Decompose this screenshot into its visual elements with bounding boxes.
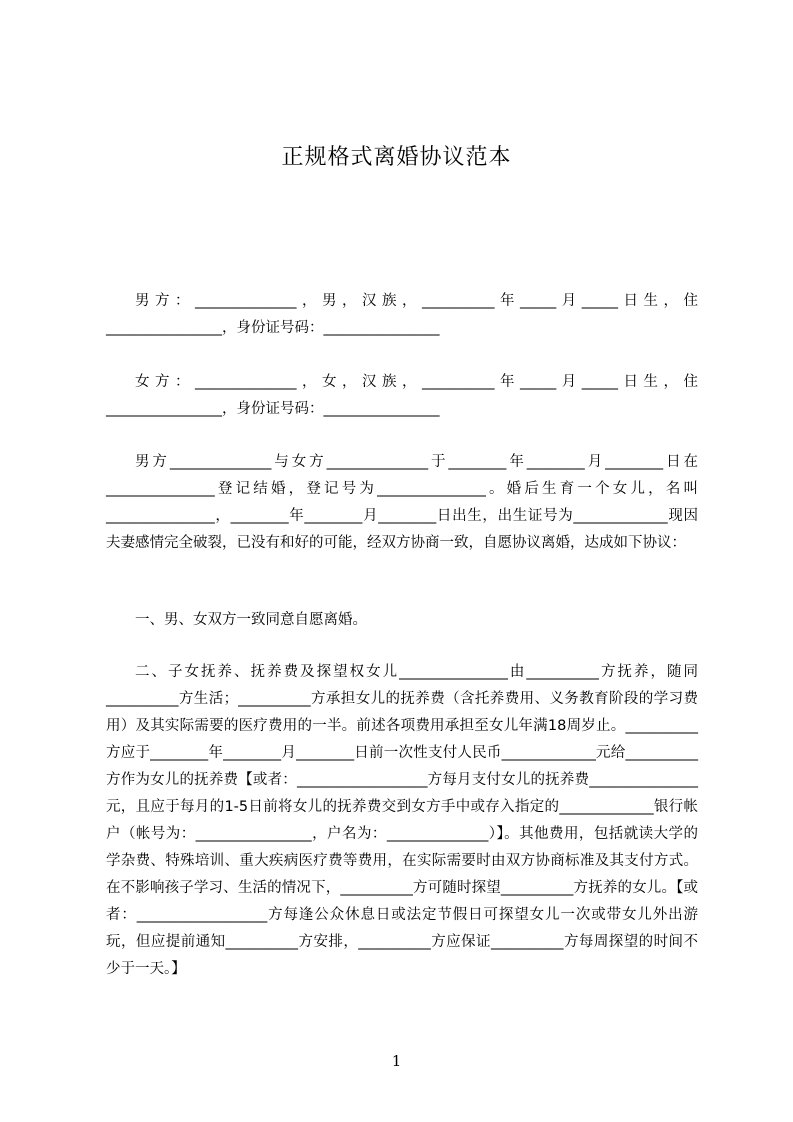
female-party-paragraph: 女方：______________，女，汉族，__________年_____月_____日生，住________________，身份证号码：________________ — [106, 374, 698, 417]
marriage-info-paragraph: 男方______________与女方______________于________年________月________日在_______________登记结婚，登记号为_______________。婚后生育一个女儿，名叫_______________，________年________月________日出生，出生证号为_____________现因夫妻感情完全破裂，已没有和好的可能，经双方协商一致，自愿协议离婚，达成如下协议： — [106, 454, 698, 551]
page-title: 正规格式离婚协议范本 — [281, 145, 512, 170]
male-party-paragraph: 男方：______________，男，汉族，__________年_____月_____日生，住________________，身份证号码：________________ — [106, 293, 698, 336]
page-number: 1 — [391, 1052, 402, 1070]
clause-1-paragraph: 一、男、女双方一致同意自愿离婚。 — [135, 612, 367, 628]
clause-2-paragraph: 二、子女抚养、抚养费及探望权女儿_______________由__________方抚养，随同__________方生活；__________方承担女儿的抚养费（含托养费用、义务教育阶段的学习费用）及其实际需要的医疗费用的一半。前述各项费用承担至女儿年满18周岁止。__________方应于________年________月________日前一次性支付人民币_____________元给__________方作为女儿的抚养费【或者：__________________方每月支付女儿的抚养费_______________元，且应于每月的1-5日前将女儿的抚养费交到女方手中或存入指定的_____________银行帐户（帐号为：________________，户名为：______________）】。其他费用，包括就读大学的学杂费、特殊培训、重大疾病医疗费等费用，在实际需要时由双方协商标准及其支付方式。在不影响孩子学习、生活的情况下，__________方可随时探望__________方抚养的女儿。【或者：__________________方每逢公众休息日或法定节假日可探望女儿一次或带女儿外出游玩，但应提前通知__________方安排，__________方应保证__________方每周探望的时间不少于一天。】 — [106, 664, 698, 977]
